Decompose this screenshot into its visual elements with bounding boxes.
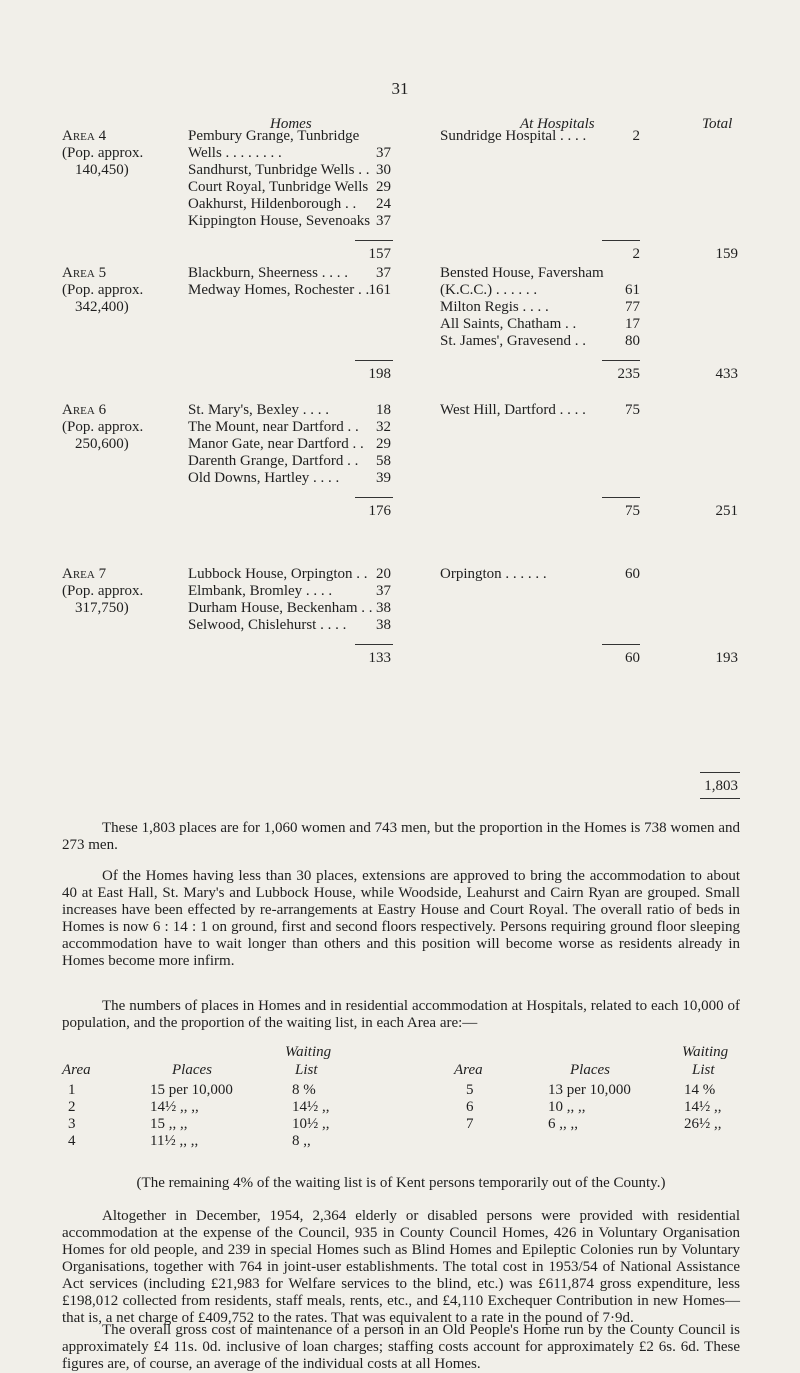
hospital-places: 61	[625, 282, 640, 298]
ratio-header-places: Places	[570, 1062, 610, 1078]
ratio-header-list: List	[692, 1062, 715, 1078]
home-name: Sandhurst, Tunbridge Wells . .	[188, 162, 370, 178]
home-places: 37	[376, 265, 391, 281]
paragraph-text: The numbers of places in Homes and in residential accommodation at Hospitals, related to each 10,000 of population, and the proportion of the waiting list, in each Area are:—	[62, 998, 740, 1031]
homes-subtotal: 133	[368, 650, 391, 666]
ratio-area: 4	[68, 1133, 76, 1149]
home-name: Oakhurst, Hildenborough . .	[188, 196, 357, 212]
hospital-places: 75	[625, 402, 640, 418]
home-places: 161	[368, 282, 391, 298]
subtotal-rule	[355, 497, 393, 498]
subtotal-rule	[355, 360, 393, 361]
paragraph-text: The overall gross cost of maintenance of a person in an Old People's Home run by the County Council is approximately £4 11s. 0d. inclusive of loan charges; staffing costs account for approximately £2 6s. 6d. These figures are, of course, an average of the individual costs at all Homes.	[62, 1322, 740, 1372]
ratio-header-places: Places	[172, 1062, 212, 1078]
ratio-area: 2	[68, 1099, 76, 1115]
hospital-name: All Saints, Chatham . .	[440, 316, 577, 332]
hospital-name: (K.C.C.) . . . . . .	[440, 282, 538, 298]
subtotal-rule	[602, 497, 640, 498]
home-name: Durham House, Beckenham . .	[188, 600, 373, 616]
home-name: Pembury Grange, Tunbridge	[188, 128, 360, 144]
ratio-places: 13 per 10,000	[548, 1082, 631, 1098]
area-population-label: (Pop. approx.	[62, 282, 144, 298]
subtotal-rule	[602, 240, 640, 241]
ratio-header-area: Area	[454, 1062, 483, 1078]
home-places: 32	[376, 419, 391, 435]
hospital-name: Bensted House, Faversham	[440, 265, 604, 281]
subtotal-rule	[602, 360, 640, 361]
area-name: Area 5	[62, 265, 107, 281]
grand-total-rule	[700, 772, 740, 773]
ratio-area: 3	[68, 1116, 76, 1132]
paragraph-maintenance	[62, 1322, 740, 1373]
paragraph-text: Of the Homes having less than 30 places, extensions are approved to bring the accommodation to about 40 at East Hall, St. Mary's and Lubbock House, while Woodside, Leahurst and Cairn Ryan are grouped. Small increases have been effected by re-arrangements at Eastry House and Court Royal. The overall ratio of beds in Homes is now 6 : 14 : 1 on ground, first and second floors respectively. Persons requiring ground floor sleeping accommodation have to wait longer than others and this position will become worse as residents already in Homes become more infirm.	[62, 868, 740, 969]
area-population-label: (Pop. approx.	[62, 145, 144, 161]
area-name: Area 4	[62, 128, 107, 144]
home-places: 38	[376, 600, 391, 616]
subtotal-rule	[355, 644, 393, 645]
hospital-name: West Hill, Dartford . . . .	[440, 402, 586, 418]
grand-total: 1,803	[704, 778, 738, 794]
home-places: 30	[376, 162, 391, 178]
paragraph-cost	[62, 1208, 740, 1327]
hospital-places: 17	[625, 316, 640, 332]
ratio-places: 6 ,, ,,	[548, 1116, 578, 1132]
home-places: 20	[376, 566, 391, 582]
ratio-places: 10 ,, ,,	[548, 1099, 586, 1115]
ratio-places: 15 per 10,000	[150, 1082, 233, 1098]
ratio-area: 1	[68, 1082, 76, 1098]
home-places: 37	[376, 145, 391, 161]
home-places: 58	[376, 453, 391, 469]
area-total: 159	[715, 246, 738, 262]
ratio-area: 5	[466, 1082, 474, 1098]
paragraph-text: Altogether in December, 1954, 2,364 elderly or disabled persons were provided with residential accommodation at the expense of the Council, 935 in County Council Homes, 426 in Voluntary Organisation Homes for old people, and 239 in special Homes such as Blind Homes and Epileptic Colonies run by Voluntary Organisations, together with 764 in joint-user establishments. The total cost in 1953/54 of National Assistance Act services (including £21,983 for Welfare services to the blind, etc.) was £611,874 gross expenditure, less £198,012 collected from residents, staff meals, rents, etc., and £4,110 Exchequer Contribution in new Homes—that is, a net charge of £409,752 to the rates. That was equivalent to a rate in the pound of 7·9d.	[62, 1208, 740, 1326]
hospitals-subtotal: 2	[632, 246, 640, 262]
home-name: Medway Homes, Rochester . .	[188, 282, 370, 298]
paragraph-ratios	[62, 998, 740, 1032]
header-hospitals: At Hospitals	[520, 116, 595, 132]
home-name: Selwood, Chislehurst . . . .	[188, 617, 347, 633]
homes-subtotal: 157	[368, 246, 391, 262]
ratio-waiting: 26½ ,,	[684, 1116, 722, 1132]
ratio-header-waiting: Waiting	[285, 1044, 332, 1060]
grand-total-rule-bottom	[700, 798, 740, 799]
subtotal-rule	[355, 240, 393, 241]
area-population: 140,450)	[75, 162, 129, 178]
hospitals-subtotal: 60	[625, 650, 640, 666]
hospital-places: 80	[625, 333, 640, 349]
area-population-label: (Pop. approx.	[62, 583, 144, 599]
homes-subtotal: 176	[368, 503, 391, 519]
hospital-places: 60	[625, 566, 640, 582]
ratio-area: 6	[466, 1099, 474, 1115]
home-name: Darenth Grange, Dartford . .	[188, 453, 359, 469]
home-places: 37	[376, 583, 391, 599]
home-name: Manor Gate, near Dartford . .	[188, 436, 364, 452]
ratio-header-area: Area	[62, 1062, 91, 1078]
home-name: Blackburn, Sheerness . . . .	[188, 265, 348, 281]
paragraph-text: These 1,803 places are for 1,060 women and 743 men, but the proportion in the Homes is 738 women and 273 men.	[62, 820, 740, 853]
home-name: Court Royal, Tunbridge Wells	[188, 179, 369, 195]
ratio-waiting: 8 %	[292, 1082, 316, 1098]
hospital-name: Milton Regis . . . .	[440, 299, 549, 315]
home-places: 24	[376, 196, 391, 212]
ratio-waiting: 14½ ,,	[292, 1099, 330, 1115]
area-total: 251	[715, 503, 738, 519]
home-places: 29	[376, 436, 391, 452]
ratio-places: 15 ,, ,,	[150, 1116, 188, 1132]
hospital-name: St. James', Gravesend . .	[440, 333, 587, 349]
hospitals-subtotal: 235	[617, 366, 640, 382]
paragraph-extensions	[62, 868, 740, 970]
note: (The remaining 4% of the waiting list is of Kent persons temporarily out of the County.)	[136, 1175, 666, 1191]
hospital-name: Orpington . . . . . .	[440, 566, 547, 582]
homes-subtotal: 198	[368, 366, 391, 382]
home-name: The Mount, near Dartford . .	[188, 419, 359, 435]
header-total: Total	[702, 116, 733, 132]
hospital-name: Sundridge Hospital . . . .	[440, 128, 587, 144]
area-population: 342,400)	[75, 299, 129, 315]
home-places: 18	[376, 402, 391, 418]
ratio-area: 7	[466, 1116, 474, 1132]
header-homes: Homes	[270, 116, 312, 132]
area-population: 317,750)	[75, 600, 129, 616]
home-places: 39	[376, 470, 391, 486]
area-total: 193	[715, 650, 738, 666]
home-places: 29	[376, 179, 391, 195]
page-number: 31	[391, 79, 409, 98]
ratio-places: 14½ ,, ,,	[150, 1099, 199, 1115]
ratio-waiting: 14 %	[684, 1082, 716, 1098]
area-total: 433	[715, 366, 738, 382]
home-name: Old Downs, Hartley . . . .	[188, 470, 340, 486]
home-name: Kippington House, Sevenoaks	[188, 213, 371, 229]
home-places: 38	[376, 617, 391, 633]
ratio-places: 11½ ,, ,,	[150, 1133, 199, 1149]
area-population: 250,600)	[75, 436, 129, 452]
hospitals-subtotal: 75	[625, 503, 640, 519]
ratio-waiting: 10½ ,,	[292, 1116, 330, 1132]
ratio-waiting: 8 ,,	[292, 1133, 311, 1149]
home-name: Lubbock House, Orpington . .	[188, 566, 368, 582]
hospital-places: 77	[625, 299, 640, 315]
area-population-label: (Pop. approx.	[62, 419, 144, 435]
subtotal-rule	[602, 644, 640, 645]
area-name: Area 6	[62, 402, 107, 418]
ratio-waiting: 14½ ,,	[684, 1099, 722, 1115]
ratio-header-waiting: Waiting	[682, 1044, 729, 1060]
home-places: 37	[376, 213, 391, 229]
home-name: Elmbank, Bromley . . . .	[188, 583, 333, 599]
paragraph-proportion	[62, 820, 740, 854]
area-name: Area 7	[62, 566, 107, 582]
hospital-places: 2	[632, 128, 640, 144]
home-name: Wells . . . . . . . .	[188, 145, 282, 161]
ratio-header-list: List	[295, 1062, 318, 1078]
home-name: St. Mary's, Bexley . . . .	[188, 402, 330, 418]
